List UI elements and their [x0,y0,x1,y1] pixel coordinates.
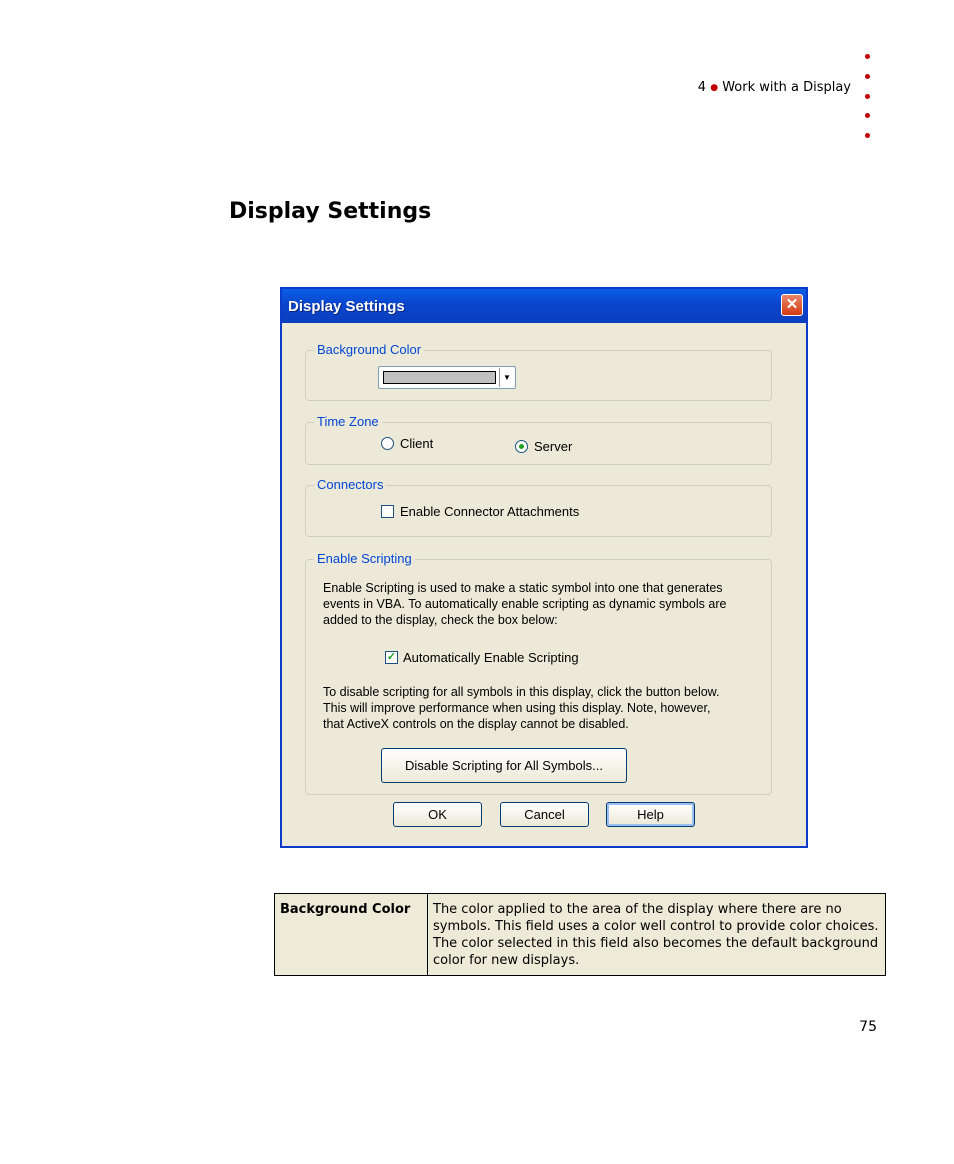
definition-table [274,893,886,976]
dot-icon [865,113,870,118]
color-swatch [383,371,496,384]
auto-enable-scripting-checkbox[interactable] [385,651,398,664]
chevron-down-icon: ▼ [499,368,514,387]
page-number: 75 [859,1019,877,1035]
enable-connector-attachments-label[interactable]: Enable Connector Attachments [400,504,580,519]
note-line: This will improve performance when using this display. Note, however, [323,701,711,715]
time-zone-group [305,414,772,465]
note-line: To disable scripting for all symbols in this display, click the button below. [323,685,720,699]
ok-button[interactable]: OK [393,802,482,827]
section-title: Display Settings [229,199,432,224]
dialog-title: Display Settings [288,298,405,315]
dot-icon [865,54,870,59]
dot-icon [865,133,870,138]
term-cell: Background Color [275,894,428,976]
note-line: that ActiveX controls on the display cannot be disabled. [323,717,629,731]
bullet-icon: ● [710,83,719,93]
group-label: Enable Scripting [314,551,415,566]
group-label: Background Color [314,342,424,357]
description-line: Enable Scripting is used to make a static symbol into one that generates [323,581,723,595]
connectors-group [305,477,772,537]
definition-cell: The color applied to the area of the display where there are no symbols. This field uses a color well control to provide color choices. The color selected in this field also becomes the default background color for new displays. [428,894,886,976]
enable-scripting-group [305,551,772,795]
client-radio-label[interactable]: Client [400,436,434,451]
enable-connector-attachments-checkbox[interactable] [381,505,394,518]
dot-icon [865,94,870,99]
dot-icon [865,74,870,79]
auto-enable-scripting-label[interactable]: Automatically Enable Scripting [403,650,579,665]
help-button[interactable]: Help [606,802,695,827]
client-radio[interactable] [381,437,394,450]
group-label: Time Zone [314,414,382,429]
table-row [275,894,886,976]
running-header [698,80,851,95]
chapter-number: 4 [697,80,707,95]
dialog-titlebar [282,289,806,323]
disable-scripting-button[interactable]: Disable Scripting for All Symbols... [381,748,627,783]
display-settings-dialog [280,287,808,848]
server-radio[interactable] [515,440,528,453]
server-radio-label[interactable]: Server [534,439,573,454]
close-button[interactable] [781,294,803,316]
radio-selected-dot [519,444,524,449]
description-line: events in VBA. To automatically enable scripting as dynamic symbols are [323,597,727,611]
cancel-button[interactable]: Cancel [500,802,589,827]
description-line: added to the display, check the box below: [323,613,558,627]
background-color-group [305,342,772,401]
disable-scripting-note [323,684,753,732]
scripting-description [323,580,753,628]
chapter-title: Work with a Display [722,80,851,95]
group-label: Connectors [314,477,386,492]
close-icon: ✕ [785,296,799,313]
background-color-dropdown[interactable] [378,366,516,389]
checkmark-icon: ✓ [386,651,397,663]
